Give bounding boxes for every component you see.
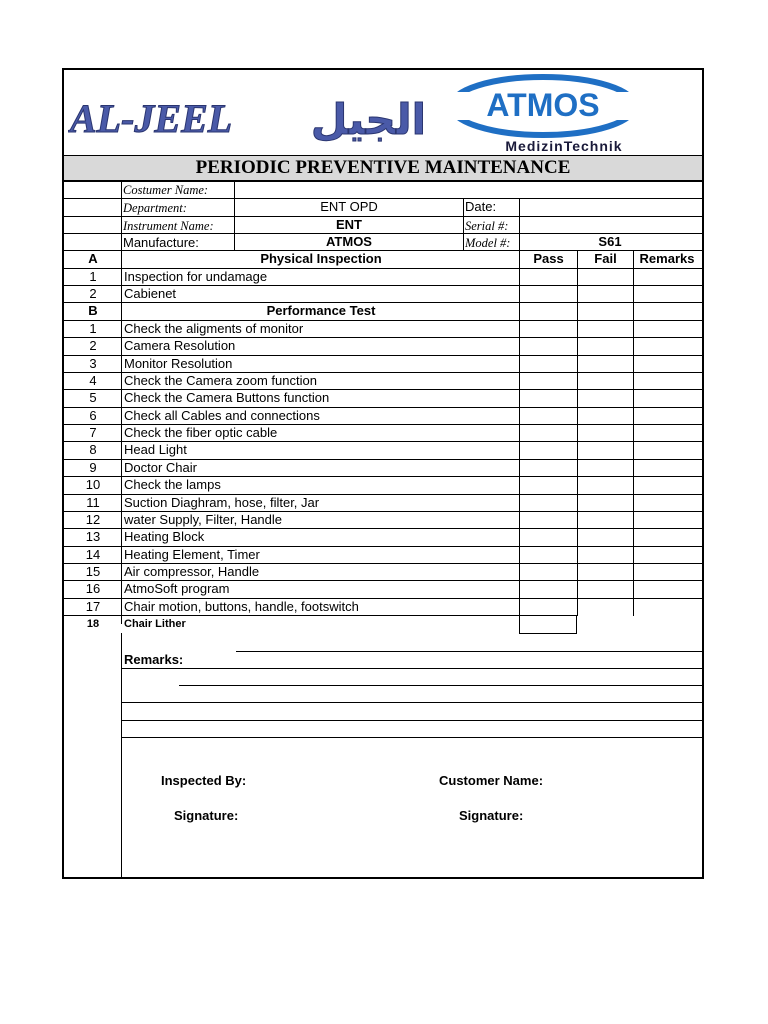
pass-cell[interactable] xyxy=(520,564,577,580)
remarks-cell[interactable] xyxy=(634,356,700,372)
row-number: 5 xyxy=(89,390,97,406)
row-description: Check the Camera zoom function xyxy=(124,373,317,389)
row-description: Check the lamps xyxy=(124,477,221,493)
remarks-cell[interactable] xyxy=(634,460,700,476)
signature-right-label: Signature: xyxy=(459,808,524,823)
row-number: 2 xyxy=(89,286,97,302)
grid-line xyxy=(577,250,578,616)
row-description: Suction Diaghram, hose, filter, Jar xyxy=(124,494,320,510)
grid-line xyxy=(64,476,702,477)
grid-line xyxy=(64,528,702,529)
remarks-header: Remarks xyxy=(639,251,695,266)
grid-line xyxy=(234,181,235,251)
grid-line xyxy=(121,181,122,624)
atmos-text: ATMOS xyxy=(486,87,600,123)
row-number: 17 xyxy=(85,598,101,614)
remarks-line[interactable] xyxy=(121,737,702,738)
row-description: Chair Lither xyxy=(124,617,186,630)
fail-cell[interactable] xyxy=(578,581,633,597)
remarks-cell[interactable] xyxy=(634,425,700,441)
grid-line xyxy=(64,511,702,512)
row-number: 2 xyxy=(89,338,97,354)
fail-cell[interactable] xyxy=(578,547,633,563)
fail-cell[interactable] xyxy=(578,390,633,406)
customer-label: Costumer Name: xyxy=(123,183,209,197)
row-description: Heating Block xyxy=(124,529,205,545)
grid-line xyxy=(64,320,702,321)
inspected-by-label: Inspected By: xyxy=(161,773,247,788)
grid-line xyxy=(64,372,702,373)
section-b-letter: B xyxy=(88,303,98,318)
grid-line xyxy=(64,337,702,338)
atmos-logo xyxy=(440,70,702,155)
row-description: Monitor Resolution xyxy=(124,355,233,371)
remarks-line[interactable] xyxy=(179,685,702,686)
remarks-cell[interactable] xyxy=(634,408,700,424)
row-number: 16 xyxy=(85,581,101,597)
grid-line xyxy=(463,198,464,251)
maintenance-form xyxy=(63,69,703,878)
section-a-title: Physical Inspection xyxy=(260,251,382,266)
pass-cell[interactable] xyxy=(520,460,577,476)
grid-line xyxy=(64,268,702,269)
serial-label: Serial #: xyxy=(465,219,509,233)
remarks-cell[interactable] xyxy=(634,477,700,493)
date-label: Date: xyxy=(465,199,497,214)
pass-cell[interactable] xyxy=(520,477,577,493)
fail-cell[interactable] xyxy=(578,460,633,476)
row-description: Camera Resolution xyxy=(124,338,236,354)
pass-cell[interactable] xyxy=(520,373,577,389)
row-description: Air compressor, Handle xyxy=(124,563,260,579)
remarks-cell[interactable] xyxy=(634,581,700,597)
fail-cell[interactable] xyxy=(578,442,633,458)
pass-cell[interactable] xyxy=(520,390,577,406)
pass-cell[interactable] xyxy=(520,425,577,441)
row-number: 8 xyxy=(89,442,97,458)
remarks-cell[interactable] xyxy=(634,338,700,354)
aljeel-logo xyxy=(68,90,438,145)
grid-line xyxy=(64,302,702,303)
model-value[interactable]: S61 xyxy=(598,234,622,249)
grid-line xyxy=(64,441,702,442)
row-description: water Supply, Filter, Handle xyxy=(124,511,282,527)
manufacture-value[interactable]: ATMOS xyxy=(326,234,372,249)
atmos-sub-text: MedizinTechnik xyxy=(505,138,623,154)
remarks-cell[interactable] xyxy=(634,616,700,632)
remarks-cell[interactable] xyxy=(634,373,700,389)
header-band xyxy=(64,70,702,156)
form-title: PERIODIC PREVENTIVE MAINTENANCE xyxy=(64,156,702,181)
pass-cell[interactable] xyxy=(520,512,577,528)
remarks-label: Remarks: xyxy=(124,652,184,667)
customer-name-label: Customer Name: xyxy=(439,773,544,788)
grid-line xyxy=(64,424,702,425)
pass-cell[interactable] xyxy=(520,338,577,354)
remarks-line[interactable] xyxy=(121,720,702,721)
pass-cell[interactable] xyxy=(520,529,577,545)
grid-line xyxy=(64,355,702,356)
grid-line xyxy=(64,459,702,460)
fail-cell[interactable] xyxy=(578,564,633,580)
row-number: 6 xyxy=(89,407,97,423)
grid-line xyxy=(64,181,702,182)
grid-line xyxy=(64,580,702,581)
remarks-cell[interactable] xyxy=(634,442,700,458)
remarks-cell[interactable] xyxy=(634,599,700,615)
row-description: Heating Element, Timer xyxy=(124,546,260,562)
grid-line xyxy=(64,250,702,251)
fail-cell[interactable] xyxy=(578,408,633,424)
remarks-cell[interactable] xyxy=(634,321,700,337)
row-number: 13 xyxy=(85,529,101,545)
model-label: Model #: xyxy=(465,236,511,250)
signature-left-label: Signature: xyxy=(174,808,239,823)
remarks-line[interactable] xyxy=(236,651,702,652)
remarks-cell[interactable] xyxy=(634,564,700,580)
pass-cell[interactable] xyxy=(520,408,577,424)
pass-cell[interactable] xyxy=(520,495,577,511)
row-number: 4 xyxy=(89,373,97,389)
row-description: Check the aligments of monitor xyxy=(124,321,304,336)
instrument-value[interactable]: ENT xyxy=(336,217,362,232)
grid-line xyxy=(64,598,702,599)
row-number: 14 xyxy=(85,546,101,562)
remarks-cell[interactable] xyxy=(634,269,700,285)
pass-cell[interactable] xyxy=(520,442,577,458)
fail-cell[interactable] xyxy=(578,286,633,302)
remarks-line[interactable] xyxy=(121,668,702,669)
pass-cell[interactable] xyxy=(520,356,577,372)
pass-cell[interactable] xyxy=(520,616,577,632)
row-description: Doctor Chair xyxy=(124,459,197,475)
grid-line xyxy=(64,198,702,199)
grid-line xyxy=(64,285,702,286)
remarks-cell[interactable] xyxy=(634,286,700,302)
grid-line xyxy=(64,494,702,495)
grid-line xyxy=(519,198,520,634)
fail-cell[interactable] xyxy=(578,373,633,389)
remarks-cell[interactable] xyxy=(634,529,700,545)
section-b-title: Performance Test xyxy=(266,303,376,318)
aljeel-latin-text: AL-JEEL xyxy=(70,96,233,141)
row-number: 1 xyxy=(89,269,97,284)
row-description: Chair motion, buttons, handle, footswitch xyxy=(124,598,359,614)
grid-line xyxy=(519,633,577,634)
remarks-line[interactable] xyxy=(121,702,702,703)
fail-cell[interactable] xyxy=(578,616,633,632)
row-number: 12 xyxy=(85,511,101,527)
fail-cell[interactable] xyxy=(578,321,633,337)
department-label: Department: xyxy=(123,201,187,215)
row-description: Check the fiber optic cable xyxy=(124,425,278,441)
row-description: AtmoSoft program xyxy=(124,581,230,597)
pass-cell[interactable] xyxy=(520,321,577,337)
fail-cell[interactable] xyxy=(578,338,633,354)
grid-line xyxy=(64,407,702,408)
remarks-cell[interactable] xyxy=(634,547,700,563)
row-number: 3 xyxy=(89,355,97,371)
row-description: Check all Cables and connections xyxy=(124,407,320,423)
pass-cell[interactable] xyxy=(520,581,577,597)
row-number: 1 xyxy=(89,321,97,336)
row-number: 11 xyxy=(86,494,100,510)
grid-line xyxy=(64,615,577,616)
section-a-letter: A xyxy=(88,251,98,266)
manufacture-label: Manufacture: xyxy=(123,235,199,250)
grid-line xyxy=(633,250,634,616)
fail-cell[interactable] xyxy=(578,356,633,372)
grid-line xyxy=(64,389,702,390)
pass-cell[interactable] xyxy=(520,269,577,285)
row-description: Check the Camera Buttons function xyxy=(124,390,330,406)
pass-cell[interactable] xyxy=(520,599,577,615)
row-description: Head Light xyxy=(124,442,187,458)
fail-cell[interactable] xyxy=(578,512,633,528)
pass-cell[interactable] xyxy=(520,286,577,302)
remarks-cell[interactable] xyxy=(634,495,700,511)
grid-line xyxy=(64,216,702,217)
row-description: Cabienet xyxy=(124,286,177,302)
fail-cell[interactable] xyxy=(578,599,633,615)
grid-line xyxy=(64,563,702,564)
grid-line xyxy=(64,546,702,547)
pass-cell[interactable] xyxy=(520,547,577,563)
pass-header: Pass xyxy=(533,251,564,266)
department-value[interactable]: ENT OPD xyxy=(320,199,378,214)
aljeel-arabic-text: الجيل xyxy=(310,95,426,144)
grid-line xyxy=(64,233,702,234)
row-number: 18 xyxy=(86,617,100,630)
row-number: 10 xyxy=(85,477,101,493)
fail-cell[interactable] xyxy=(578,495,633,511)
row-number: 9 xyxy=(89,459,97,475)
remarks-cell[interactable] xyxy=(634,390,700,406)
fail-cell[interactable] xyxy=(578,529,633,545)
row-number: 7 xyxy=(89,425,97,441)
instrument-label: Instrument Name: xyxy=(123,219,214,233)
remarks-cell[interactable] xyxy=(634,512,700,528)
fail-cell[interactable] xyxy=(578,477,633,493)
grid-line xyxy=(121,633,122,877)
fail-cell[interactable] xyxy=(578,269,633,285)
grid-line xyxy=(576,616,577,634)
fail-header: Fail xyxy=(594,251,617,266)
row-description: Inspection for undamage xyxy=(124,269,268,284)
fail-cell[interactable] xyxy=(578,425,633,441)
row-number: 15 xyxy=(85,563,101,579)
